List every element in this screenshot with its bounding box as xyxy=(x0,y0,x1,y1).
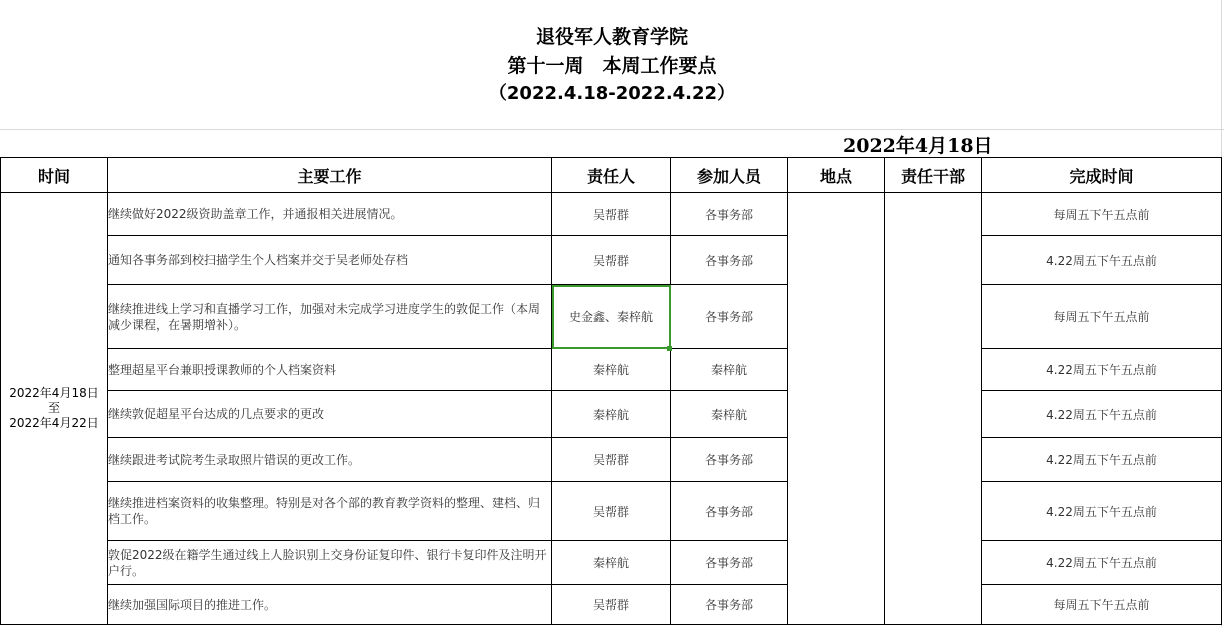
deadline-cell[interactable]: 每周五下午五点前 xyxy=(982,585,1222,625)
work-cell[interactable]: 整理超星平台兼职授课教师的个人档案资料 xyxy=(108,349,552,391)
time-end: 2022年4月22日 xyxy=(9,416,99,430)
person-cell-selected[interactable]: 史金鑫、秦梓航 xyxy=(552,285,671,349)
table-row xyxy=(1,482,1222,541)
table-row xyxy=(1,391,1222,438)
header-deadline[interactable]: 完成时间 xyxy=(982,158,1222,193)
schedule-table xyxy=(0,157,1222,625)
work-cell[interactable]: 继续敦促超星平台达成的几点要求的更改 xyxy=(108,391,552,438)
participants-cell[interactable]: 秦梓航 xyxy=(671,391,788,438)
participants-cell[interactable]: 各事务部 xyxy=(671,285,788,349)
cadre-cell[interactable] xyxy=(885,193,982,625)
work-cell[interactable]: 继续跟进考试院考生录取照片错误的更改工作。 xyxy=(108,438,552,482)
deadline-cell[interactable]: 4.22周五下午五点前 xyxy=(982,541,1222,585)
deadline-cell[interactable]: 4.22周五下午五点前 xyxy=(982,349,1222,391)
deadline-cell[interactable]: 4.22周五下午五点前 xyxy=(982,236,1222,285)
table-row xyxy=(1,438,1222,482)
table-row xyxy=(1,193,1222,236)
time-start: 2022年4月18日 xyxy=(9,386,99,400)
header-row xyxy=(1,158,1222,193)
participants-cell[interactable]: 各事务部 xyxy=(671,193,788,236)
participants-cell[interactable]: 各事务部 xyxy=(671,482,788,541)
work-cell[interactable]: 继续推进档案资料的收集整理。特别是对各个部的教育教学资料的整理、建档、归档工作。 xyxy=(108,482,552,541)
header-cadre[interactable]: 责任干部 xyxy=(885,158,982,193)
table-row xyxy=(1,236,1222,285)
person-cell[interactable]: 秦梓航 xyxy=(552,391,671,438)
deadline-cell[interactable]: 4.22周五下午五点前 xyxy=(982,482,1222,541)
deadline-cell[interactable]: 每周五下午五点前 xyxy=(982,285,1222,349)
header-time[interactable]: 时间 xyxy=(1,158,108,193)
header-participants[interactable]: 参加人员 xyxy=(671,158,788,193)
person-cell[interactable]: 吴帮群 xyxy=(552,585,671,625)
deadline-cell[interactable]: 4.22周五下午五点前 xyxy=(982,438,1222,482)
person-cell[interactable]: 吴帮群 xyxy=(552,482,671,541)
table-row xyxy=(1,349,1222,391)
report-date: 2022年4月18日 xyxy=(843,135,993,157)
sheet-gridline xyxy=(0,129,1224,130)
participants-cell[interactable]: 各事务部 xyxy=(671,585,788,625)
table-row xyxy=(1,541,1222,585)
person-cell[interactable]: 秦梓航 xyxy=(552,541,671,585)
deadline-cell[interactable]: 每周五下午五点前 xyxy=(982,193,1222,236)
work-cell[interactable]: 继续加强国际项目的推进工作。 xyxy=(108,585,552,625)
person-cell[interactable]: 吴帮群 xyxy=(552,236,671,285)
participants-cell[interactable]: 秦梓航 xyxy=(671,349,788,391)
person-cell[interactable]: 吴帮群 xyxy=(552,193,671,236)
org-title: 退役军人教育学院 xyxy=(535,26,688,48)
header-work[interactable]: 主要工作 xyxy=(108,158,552,193)
header-location[interactable]: 地点 xyxy=(788,158,885,193)
table-row xyxy=(1,585,1222,625)
work-cell[interactable]: 通知各事务部到校扫描学生个人档案并交于吴老师处存档 xyxy=(108,236,552,285)
header-person[interactable]: 责任人 xyxy=(552,158,671,193)
participants-cell[interactable]: 各事务部 xyxy=(671,236,788,285)
date-range: （2022.4.18-2022.4.22） xyxy=(488,83,736,104)
work-cell[interactable]: 继续推进线上学习和直播学习工作，加强对未完成学习进度学生的敦促工作（本周减少课程，在暑期增补）。 xyxy=(108,285,552,349)
participants-cell[interactable]: 各事务部 xyxy=(671,438,788,482)
location-cell[interactable] xyxy=(788,193,885,625)
time-sep: 至 xyxy=(47,401,60,415)
person-cell[interactable]: 吴帮群 xyxy=(552,438,671,482)
time-cell[interactable] xyxy=(1,193,108,625)
participants-cell[interactable]: 各事务部 xyxy=(671,541,788,585)
work-cell[interactable]: 继续做好2022级资助盖章工作，并通报相关进展情况。 xyxy=(108,193,552,236)
table-row xyxy=(1,285,1222,349)
selection-fill-handle[interactable] xyxy=(667,346,672,351)
work-cell[interactable]: 敦促2022级在籍学生通过线上人脸识别上交身份证复印件、银行卡复印件及注明开户行。 xyxy=(108,541,552,585)
deadline-cell[interactable]: 4.22周五下午五点前 xyxy=(982,391,1222,438)
person-cell[interactable]: 秦梓航 xyxy=(552,349,671,391)
week-title: 第十一周 本周工作要点 xyxy=(507,55,717,77)
